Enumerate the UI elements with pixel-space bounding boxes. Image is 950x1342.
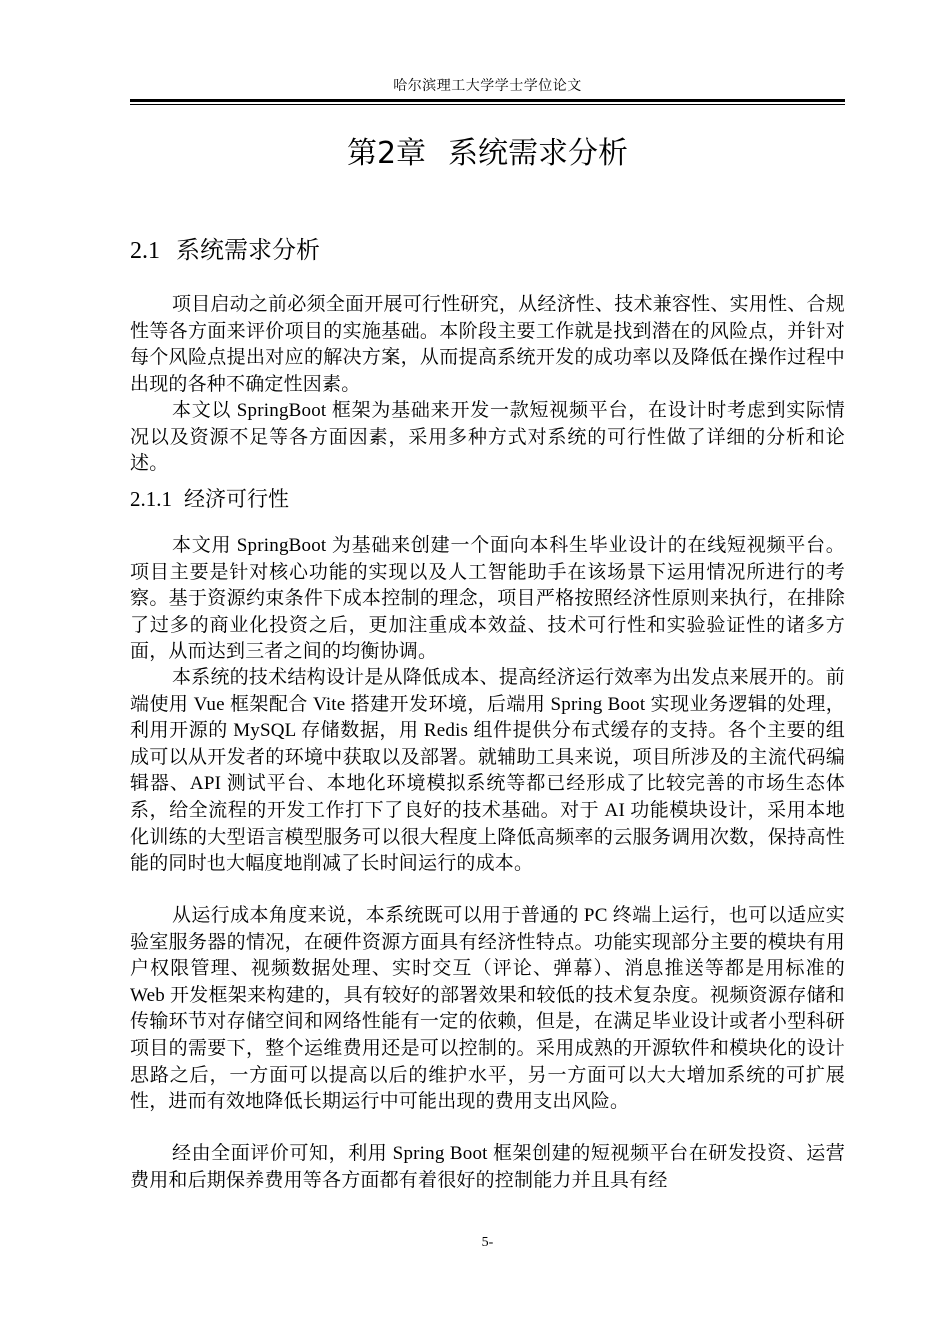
paragraph: 本系统的技术结构设计是从降低成本、提高经济运行效率为出发点来展开的。前端使用 Vue 框架配合 Vite 搭建开发环境，后端用 Spring Boot 实现业务逻辑的处理，利用开源的 MySQL 存储数据，用 Redis 组件提供分布式缓存的支持。各个主要的组成可以从开发者的环境中获取以及部署。就辅助工具来说，项目所涉及的主流代码编辑器、API 测试平台、本地化环境模拟系统等都已经形成了比较完善的市场生态体系，给全流程的开发工作打下了良好的技术基础。对于 AI 功能模块设计，采用本地化训练的大型语言模型服务可以很大程度上降低高频率的云服务调用次数，保持高性能的同时也大幅度地削减了长时间运行的成本。	[130, 667, 845, 875]
header-rule	[130, 99, 845, 102]
subsection-heading	[130, 484, 845, 514]
paragraph: 本文以 SpringBoot 框架为基础来开发一款短视频平台，在设计时考虑到实际情况以及资源不足等各方面因素，采用多种方式对系统的可行性做了详细的分析和论述。	[130, 400, 845, 475]
subsection-title: 经济可行性	[184, 487, 289, 511]
paragraph: 经由全面评价可知，利用 Spring Boot 框架创建的短视频平台在研发投资、运营费用和后期保养费用等各方面都有着很好的控制能力并且具有经	[130, 1143, 845, 1191]
subsection-number: 2.1.1	[130, 487, 172, 511]
section-title: 系统需求分析	[176, 236, 320, 264]
section-number: 2.1	[130, 238, 160, 264]
chapter-title	[130, 133, 845, 175]
page-number: 5-	[481, 1235, 494, 1250]
section-heading	[130, 234, 845, 267]
paragraph: 项目启动之前必须全面开展可行性研究，从经济性、技术兼容性、实用性、合规性等各方面来评价项目的实施基础。本阶段主要工作就是找到潜在的风险点，并针对每个风险点提出对应的解决方案，从而提高系统开发的成功率以及降低在操作过程中出现的各种不确定性因素。	[130, 294, 845, 395]
chapter-title-text: 系统需求分析	[448, 136, 629, 171]
paragraph: 本文用 SpringBoot 为基础来创建一个面向本科生毕业设计的在线短视频平台。项目主要是针对核心功能的实现以及人工智能助手在该场景下运用情况所进行的考察。基于资源约束条件下成本控制的理念，项目严格按照经济性原则来执行，在排除了过多的商业化投资之后，更加注重成本效益、技术可行性和实验验证性的诸多方面，从而达到三者之间的均衡协调。	[130, 535, 845, 663]
header-rule-thin	[130, 104, 845, 105]
paragraph: 从运行成本角度来说，本系统既可以用于普通的 PC 终端上运行，也可以适应实验室服务器的情况，在硬件资源方面具有经济性特点。功能实现部分主要的模块有用户权限管理、视频数据处理、实时交互（评论、弹幕）、消息推送等都是用标准的 Web 开发框架来构建的，具有较好的部署效果和较低的技术复杂度。视频资源存储和传输环节对存储空间和网络性能有一定的依赖，但是，在满足毕业设计或者小型科研项目的需要下，整个运维费用还是可以控制的。采用成熟的开源软件和模块化的设计思路之后，一方面可以提高以后的维护水平，另一方面可以大大增加系统的可扩展性，进而有效地降低长期运行中可能出现的费用支出风险。	[130, 905, 845, 1113]
running-header: 哈尔滨理工大学学士学位论文	[393, 79, 582, 94]
chapter-number: 第2章	[346, 136, 427, 171]
